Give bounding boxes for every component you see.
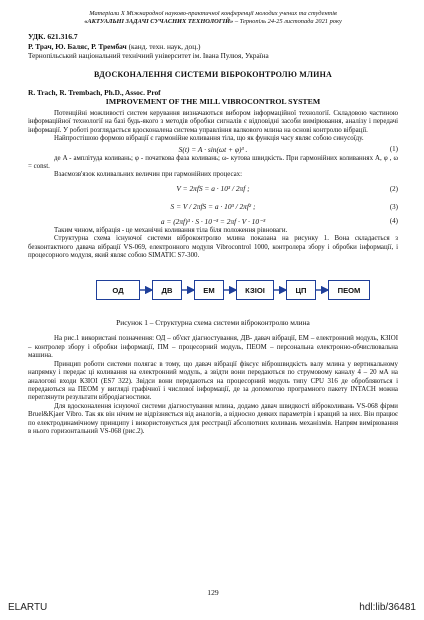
page-number: 129 [207, 588, 219, 597]
paper-page [28, 10, 398, 596]
paragraph-conclusion-vibration: Таким чином, вібрація - це механічні коливання тіла біля положення рівноваги. [54, 226, 288, 234]
footer-repository-name: ELARTU [8, 602, 48, 613]
udc-code: УДК. 621.316.7 [28, 32, 78, 41]
formula-1-expression: S(t) = A · sin(ωt + φ)³ . [178, 144, 248, 154]
formula-4-number: (4) [389, 216, 398, 225]
formula-3 [28, 198, 398, 216]
paragraph-relationship: Взаємозв'язок коливальних величин при гармонійних процесах: [54, 171, 243, 179]
authors-ua [28, 42, 398, 51]
authors-en: R. Trach, R. Trembach, Ph.D., Assoc. Prof [28, 88, 161, 97]
formula-2-expression: V = 2πfS = a · 10³ / 2πf ; [176, 183, 250, 193]
formula-2-number: (2) [389, 184, 398, 193]
paragraph-vibration-form: Найпростішою формою вібрації є гармонійне коливання тіла, що як функція часу являє собою синусоїду. [54, 135, 364, 143]
paragraph-designations: На рис.1 використані позначення: ОД – об'єкт діагностування, ДВ- давач вібрації, ЕМ – електронний модуль, КЗІОІ – контролер збору і обробки інформації, ПМ – процесорний модуль, ПЕОМ – персональна електронно-обчислювальна машина. [28, 335, 398, 360]
block-kzioi: КЗІОІ [236, 280, 274, 300]
footer-handle: hdl:lib/36481 [359, 602, 416, 613]
title-en: IMPROVEMENT OF THE MILL VIBROCONTROL SYSTEM [105, 97, 321, 106]
title-ua: ВДОСКОНАЛЕННЯ СИСТЕМИ ВІБРОКОНТРОЛЮ МЛИНА [94, 70, 332, 79]
paragraph-amplitude-definition: де A - амплітуда коливань; φ - початкова фаза коливань; ω- кутова швидкість. При гармонійних коливаннях A, φ , ω = const. [28, 154, 398, 171]
figure-caption: Рисунок 1 – Структурна схема системи віброконтролю млина [116, 318, 310, 328]
formula-1-number: (1) [389, 144, 398, 153]
paragraph-improvement: Для вдосконалення існуючої системи діагностування млина, додамо давач швидкості віброколивань VS-068 фірми Bruel&Kjaer Vibro. Так як він нічим не відрізняється від аналогів, а відносно деяких параметрів і кращий за них. Він працює по електродинамічному принципу і використовується для реєстрації абсолютних коливань механізмів. Напрям вимірювання в нього горизонтальний VS-068 (рис.2). [28, 402, 398, 435]
formula-3-number: (3) [389, 202, 398, 211]
affiliation: Тернопільський національний технічний університет ім. Івана Пулюя, Україна [28, 52, 269, 60]
paragraph-structure: Структурна схема існуючої системи віброконтролю млина показана на рисунку 1. Вона складається з безконтактного давача вібрації VS-069, електронного модуля Vibrocontrol 1000, контролера збору і обробки інформації, і процесорного модуля, який являє собою SIMATIC S7-300. [28, 235, 398, 260]
paragraph-operation-principle: Принцип роботи системи полягає в тому, що давач вібрації фіксує віброшвидкість валу млина у вертикальному напрямку і передає ці коливання на електронний модуль, а звідти вони передаються по струмовому каналу 4 – 20 мА на аналогові входи КЗІОІ (ES7 322). Звідси вони передаються на процесорний модуль типу CPU 316 де обробляються і передаються на ПЕОМ у вигляді графічної і числової інформації, де за допомогою програмного пакету INTACH можна переглянути результати вібродіагностики. [28, 360, 398, 402]
formula-2 [28, 180, 398, 198]
authors-ua-names: Р. Трач, Ю. Баляс, Р. Трембач [28, 42, 127, 51]
header-conference-title: «АКТУАЛЬНІ ЗАДАЧІ СУЧАСНИХ ТЕХНОЛОГІЙ» [84, 18, 234, 25]
authors-ua-degree: (канд. техн. наук, доц.) [126, 42, 201, 51]
formula-4-expression: a = (2πf)³ · S · 10⁻³ = 2πf · V · 10⁻³ [160, 216, 266, 226]
formula-4 [28, 216, 398, 227]
block-dv: ДВ [152, 280, 182, 300]
conference-header [28, 10, 398, 26]
block-peom: ПЕОМ [328, 280, 370, 300]
header-line-1: Матеріали Х Міжнародної науково-практичної конференції молодих учених та студентів [89, 10, 337, 17]
structure-diagram [28, 268, 398, 314]
formula-3-expression: S = V / 2πfS = a · 10³ / 2πf² ; [170, 201, 256, 211]
block-cp: ЦП [286, 280, 316, 300]
block-od: ОД [96, 280, 140, 300]
formula-1 [28, 144, 398, 155]
header-conference-date: – Тернопіль 24-25 листопада 2021 року [233, 18, 342, 25]
block-em: ЕМ [194, 280, 224, 300]
paragraph-intro: Потенційні можливості систем керування визначаються вибором інформаційної технології. Складовою частиною інформаційної технології на базі будь-якого з методів обробки сигналів є відповідні засоби вимірювання, аналізу і передачі інформації. У роботі розглядається вдосконалена система управління валкового млина на основі контролю вібрації. [28, 110, 398, 134]
